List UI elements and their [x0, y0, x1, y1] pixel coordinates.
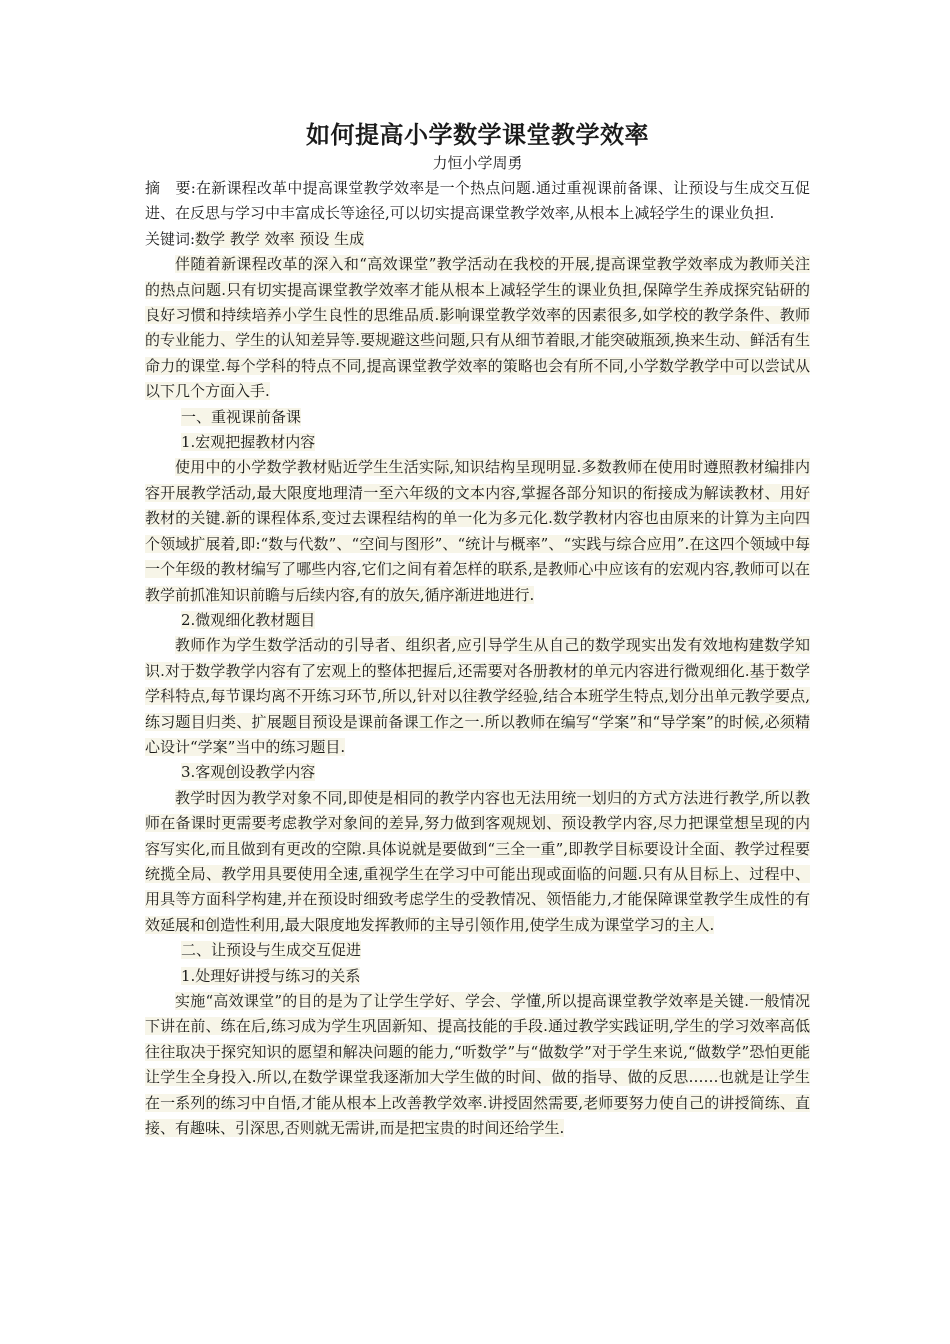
- subsection-heading-1-3: [145, 760, 810, 785]
- keywords-line: [145, 227, 810, 252]
- section-heading-2: [145, 938, 810, 963]
- subsection-heading-1-3-text: 3.客观创设教学内容: [181, 763, 316, 782]
- abstract-paragraph: [145, 176, 810, 227]
- paragraph-2-1: [145, 989, 810, 1141]
- section-heading-2-text: 二、让预设与生成交互促进: [181, 941, 362, 960]
- keywords-text: 数学 教学 效率 预设 生成: [195, 229, 365, 248]
- paragraph-2-1-text: 实施“高效课堂”的目的是为了让学生学好、学会、学懂,所以提高课堂教学效率是关键.一般情况下讲在前、练在后,练习成为学生巩固新知、提高技能的手段.通过教学实践证明,学生的学习效率高低往往取决于探究知识的愿望和解决问题的能力,“听数学”与“做数学”对于学生来说,“做数学”恐怕更能让学生全身投入.所以,在数学课堂我逐渐加大学生做的时间、做的指导、做的反思……也就是让学生在一系列的练习中自悟,才能从根本上改善教学效率.讲授固然需要,老师要努力使自己的讲授简练、直接、有趣味、引深思,否则就无需讲,而是把宝贵的时间还给学生.: [145, 992, 810, 1138]
- abstract-label: 摘 要:: [145, 179, 196, 197]
- subsection-heading-1-1-text: 1.宏观把握教材内容: [181, 433, 316, 452]
- document-page: [145, 118, 810, 1141]
- paragraph-1-3-text: 教学时因为教学对象不同,即使是相同的教学内容也无法用统一划归的方式方法进行教学,所以教师在备课时更需要考虑教学对象间的差异,努力做到客观规划、预设教学内容,尽力把课堂想呈现的内容写实化,而且做到有更改的空隙.具体说就是要做到“三全一重”,即教学目标要设计全面、教学过程要统揽全局、教学用具要使用全速,重视学生在学习中可能出现或面临的问题.只有从目标上、过程中、用具等方面科学构建,并在预设时细致考虑学生的受教情况、领悟能力,才能保障课堂教学生成性的有效延展和创造性利用,最大限度地发挥教师的主导引领作用,使学生成为课堂学习的主人.: [145, 788, 810, 934]
- subsection-heading-1-2: [145, 608, 810, 633]
- intro-paragraph: [145, 252, 810, 404]
- document-title: 如何提高小学数学课堂教学效率: [306, 120, 649, 149]
- paragraph-1-1: [145, 455, 810, 607]
- author-line: 力恒小学周勇: [432, 154, 523, 172]
- paragraph-1-2-text: 教师作为学生数学活动的引导者、组织者,应引导学生从自己的数学现实出发有效地构建数学知识.对于数学教学内容有了宏观上的整体把握后,还需要对各册教材的单元内容进行微观细化.基于数学学科特点,每节课均离不开练习环节,所以,针对以往教学经验,结合本班学生特点,划分出单元教学要点,练习题目归类、扩展题目预设是课前备课工作之一.所以教师在编写“学案”和“导学案”的时候,必须精心设计“学案”当中的练习题目.: [145, 636, 810, 756]
- paragraph-1-1-text: 使用中的小学数学教材贴近学生生活实际,知识结构呈现明显.多数教师在使用时遵照教材编排内容开展教学活动,最大限度地理清一至六年级的文本内容,掌握各部分知识的衔接成为解读教材、用好教材的关键.新的课程体系,变过去课程结构的单一化为多元化.数学教材内容也由原来的计算为主向四个领域扩展着,即:“数与代数”、“空间与图形”、“统计与概率”、“实践与综合应用”.在这四个领域中每一个年级的教材编写了哪些内容,它们之间有着怎样的联系,是教师心中应该有的宏观内容,教师可以在教学前抓准知识前瞻与后续内容,有的放矢,循序渐进地进行.: [145, 458, 810, 604]
- keywords-label: 关键词:: [145, 229, 196, 248]
- section-heading-1-text: 一、重视课前备课: [181, 407, 302, 426]
- paragraph-1-3: [145, 786, 810, 938]
- section-heading-1: [145, 405, 810, 430]
- subsection-heading-2-1-text: 1.处理好讲授与练习的关系: [181, 966, 361, 985]
- intro-text: 伴随着新课程改革的深入和“高效课堂”教学活动在我校的开展,提高课堂教学效率成为教师关注的热点问题.只有切实提高课堂教学效率才能从根本上减轻学生的课业负担,保障学生养成探究钻研的良好习惯和持续培养小学生良性的思维品质.影响课堂教学效率的因素很多,如学校的教学条件、教师的专业能力、学生的认知差异等.要规避这些问题,只有从细节着眼,才能突破瓶颈,换来生动、鲜活有生命力的课堂.每个学科的特点不同,提高课堂教学效率的策略也会有所不同,小学数学教学中可以尝试从以下几个方面入手.: [145, 255, 810, 401]
- paragraph-1-2: [145, 633, 810, 760]
- abstract-text: 在新课程改革中提高课堂教学效率是一个热点问题.通过重视课前备课、让预设与生成交互促进、在反思与学习中丰富成长等途径,可以切实提高课堂教学效率,从根本上减轻学生的课业负担.: [145, 179, 810, 223]
- subsection-heading-1-1: [145, 430, 810, 455]
- subsection-heading-1-2-text: 2.微观细化教材题目: [181, 610, 316, 629]
- subsection-heading-2-1: [145, 964, 810, 989]
